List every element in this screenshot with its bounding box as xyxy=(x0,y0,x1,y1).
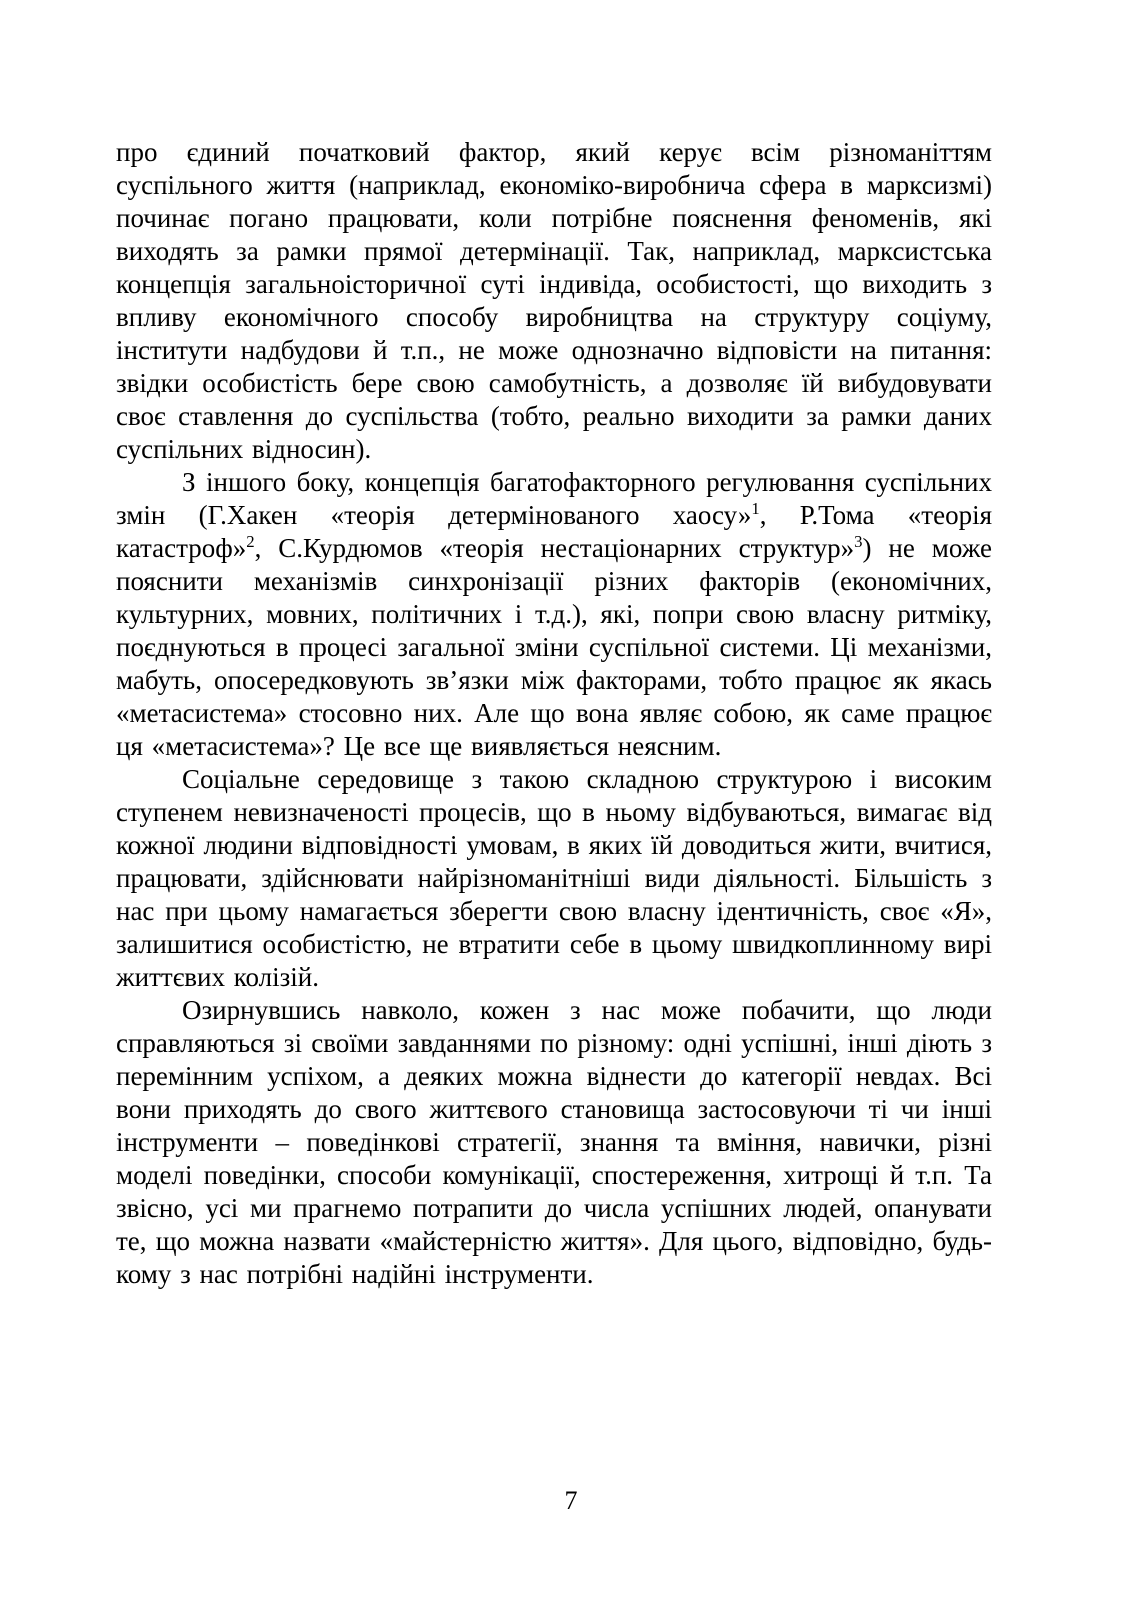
footnote-marker: 3 xyxy=(854,532,863,551)
paragraph: Озирнувшись навколо, кожен з нас може побачити, що люди справляються зі своїми завданнями по різному: одні успішні, інші діють з перемінним успіхом, а деяких можна віднести до категорії невдах. Всі вони приходять до свого життєвого становища застосовуючи ті чи інші інструменти – поведінкові стратегії, знання та вміння, навички, різні моделі поведінки, способи комунікації, спостереження, хитрощі й т.п. Та звісно, усі ми прагнемо потрапити до числа успішних людей, опанувати те, що можна назвати «майстерністю життя». Для цього, відповідно, будь-кому з нас потрібні надійні інструменти. xyxy=(116,995,992,1289)
paragraph: про єдиний початковий фактор, який керує всім різноманіттям суспільного життя (наприклад, економіко-виробнича сфера в марксизмі) починає погано працювати, коли потрібне пояснення феноменів, які виходять за рамки прямої детермінації. Так, наприклад, марксистська концепція загальноісторичної суті індивіда, особистості, що виходить з впливу економічного способу виробництва на структуру соціуму, інститути надбудови й т.п., не може однозначно відповісти на питання: звідки особистість бере свою самобутність, а дозволяє їй вибудовувати своє ставлення до суспільства (тобто, реально виходити за рамки даних суспільних відносин). xyxy=(116,137,992,464)
paragraph: З іншого боку, концепція багатофакторного регулювання суспільних змін (Г.Хакен «теорія детермінованого хаосу»$^1$, Р.Тома «теорія катастроф»$^2$, С.Курдюмов «теорія нестаціонарних структур»$^3$) не може пояснити механізмів синхронізації різних факторів (економічних, культурних, мовних, політичних і т.д.), які, попри свою власну ритміку, поєднуються в процесі загальної зміни суспільної системи. Ці механізми, мабуть, опосередковують зв’язки між факторами, тобто працює як якась «метасистема» стосовно них. Але що вона являє собою, як саме працює ця «метасистема»? Це все ще виявляється неясним. xyxy=(116,467,993,761)
paragraph: Соціальне середовище з такою складною структурою і високим ступенем невизначеності процесів, що в ньому відбуваються, вимагає від кожної людини відповідності умовам, в яких їй доводиться жити, вчитися, працювати, здійснювати найрізноманітніші види діяльності. Більшість з нас при цьому намагається зберегти свою власну ідентичність, своє «Я», залишитися особистістю, не втратити себе в цьому швидкоплинному вирі життєвих колізій. xyxy=(116,764,992,992)
page-number: 7 xyxy=(564,1486,578,1515)
footnote-marker: 1 xyxy=(751,499,760,518)
body-text xyxy=(116,136,992,1291)
footnote-marker: 2 xyxy=(246,532,255,551)
